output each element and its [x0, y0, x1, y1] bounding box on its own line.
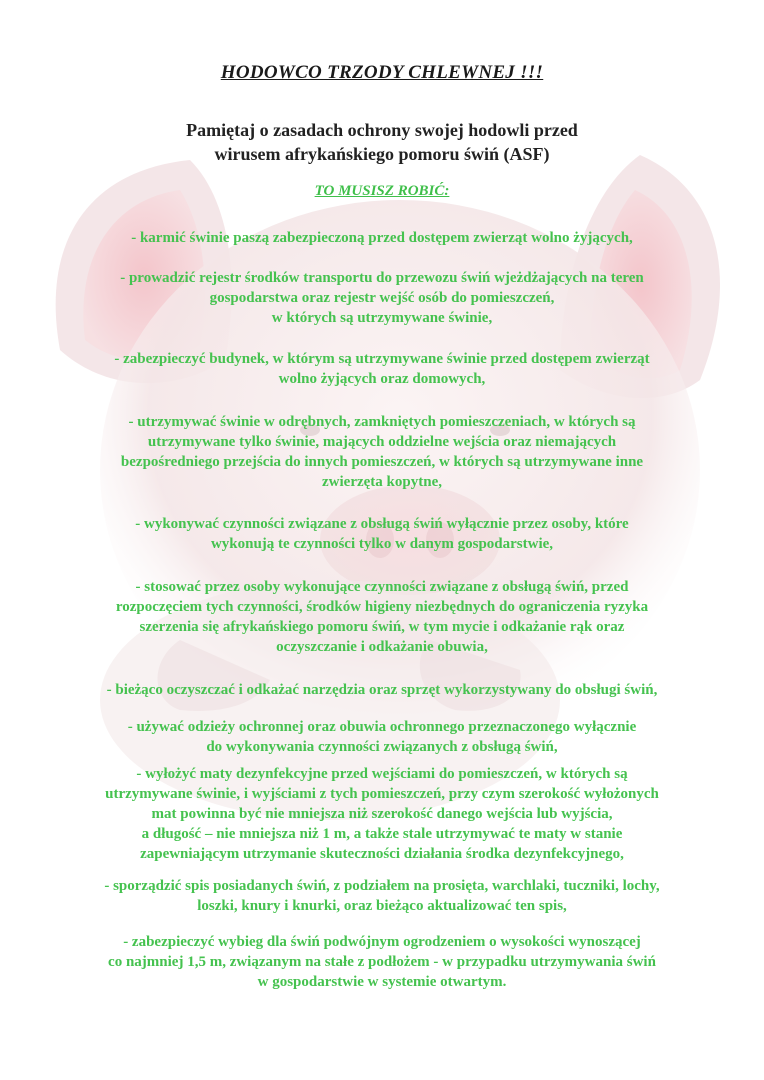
subtitle-line: wirusem afrykańskiego pomoru świń (ASF): [214, 144, 550, 164]
list-item: [10, 932, 754, 992]
list-item: [30, 514, 734, 554]
subtitle: [0, 118, 764, 166]
item-line: a długość – nie mniejsza niż 1 m, a także stale utrzymywać te maty w stanie: [141, 826, 623, 842]
item-line: - wyłożyć maty dezynfekcyjne przed wejściami do pomieszczeń, w których są: [136, 766, 628, 782]
item-line: utrzymywane świnie, i wyjściami z tych pomieszczeń, przy czym szerokość wyłożonych: [105, 786, 659, 802]
item-line: bezpośredniego przejścia do innych pomieszczeń, w których są utrzymywane inne: [120, 454, 644, 470]
item-line: - utrzymywać świnie w odrębnych, zamkniętych pomieszczeniach, w których są: [128, 414, 636, 430]
item-line: - wykonywać czynności związane z obsługą świń wyłącznie przez osoby, które: [135, 516, 629, 532]
list-item: [30, 228, 734, 248]
item-line: - używać odzieży ochronnej oraz obuwia ochronnego przeznaczonego wyłącznie: [127, 719, 637, 735]
item-line: loszki, knury i knurki, oraz bieżąco aktualizować ten spis,: [197, 898, 567, 914]
item-line: do wykonywania czynności związanych z obsługą świń,: [206, 739, 558, 755]
list-item: [30, 577, 734, 657]
item-line: w których są utrzymywane świnie,: [271, 310, 493, 326]
list-item: [10, 680, 754, 700]
item-line: zapewniającym utrzymanie skuteczności działania środka dezynfekcyjnego,: [140, 846, 624, 862]
list-item: [30, 268, 734, 328]
item-line: gospodarstwa oraz rejestr wejść osób do pomieszczeń,: [209, 290, 555, 306]
list-item: [10, 876, 754, 916]
section-heading: TO MUSISZ ROBIĆ:: [314, 183, 450, 199]
item-line: oczyszczanie i odkażanie obuwia,: [276, 639, 488, 655]
item-line: zwierzęta kopytne,: [322, 474, 442, 490]
list-item: [30, 717, 734, 757]
item-line: - bieżąco oczyszczać i odkażać narzędzia oraz sprzęt wykorzystywany do obsługi świń,: [106, 682, 658, 698]
item-line: rozpoczęciem tych czynności, środków higieny niezbędnych do ograniczenia ryzyka: [115, 599, 649, 615]
item-line: - sporządzić spis posiadanych świń, z podziałem na prosięta, warchlaki, tuczniki, lochy,: [104, 878, 660, 894]
item-line: - prowadzić rejestr środków transportu do przewozu świń wjeżdżających na teren: [120, 270, 644, 286]
item-line: - zabezpieczyć wybieg dla świń podwójnym ogrodzeniem o wysokości wynoszącej: [123, 934, 641, 950]
item-line: - karmić świnie paszą zabezpieczoną przed dostępem zwierząt wolno żyjących,: [131, 230, 633, 246]
item-line: - stosować przez osoby wykonujące czynności związane z obsługą świń, przed: [135, 579, 629, 595]
subtitle-line: Pamiętaj o zasadach ochrony swojej hodowli przed: [186, 120, 578, 140]
list-item: [30, 412, 734, 492]
item-line: - zabezpieczyć budynek, w którym są utrzymywane świnie przed dostępem zwierząt: [114, 351, 650, 367]
list-item: [10, 764, 754, 864]
page-title: HODOWCO TRZODY CHLEWNEJ !!!: [220, 62, 544, 83]
list-item: [30, 349, 734, 389]
item-line: mat powinna być nie mniejsza niż szerokość danego wejścia lub wyjścia,: [151, 806, 613, 822]
item-line: wolno żyjących oraz domowych,: [278, 371, 486, 387]
item-line: szerzenia się afrykańskiego pomoru świń, w tym mycie i odkażanie rąk oraz: [139, 619, 625, 635]
item-line: utrzymywane tylko świnie, mających oddzielne wejścia oraz niemających: [147, 434, 617, 450]
item-line: co najmniej 1,5 m, związanym na stałe z podłożem - w przypadku utrzymywania świń: [108, 954, 656, 970]
item-line: wykonują te czynności tylko w danym gospodarstwie,: [210, 536, 554, 552]
item-line: w gospodarstwie w systemie otwartym.: [257, 974, 507, 990]
